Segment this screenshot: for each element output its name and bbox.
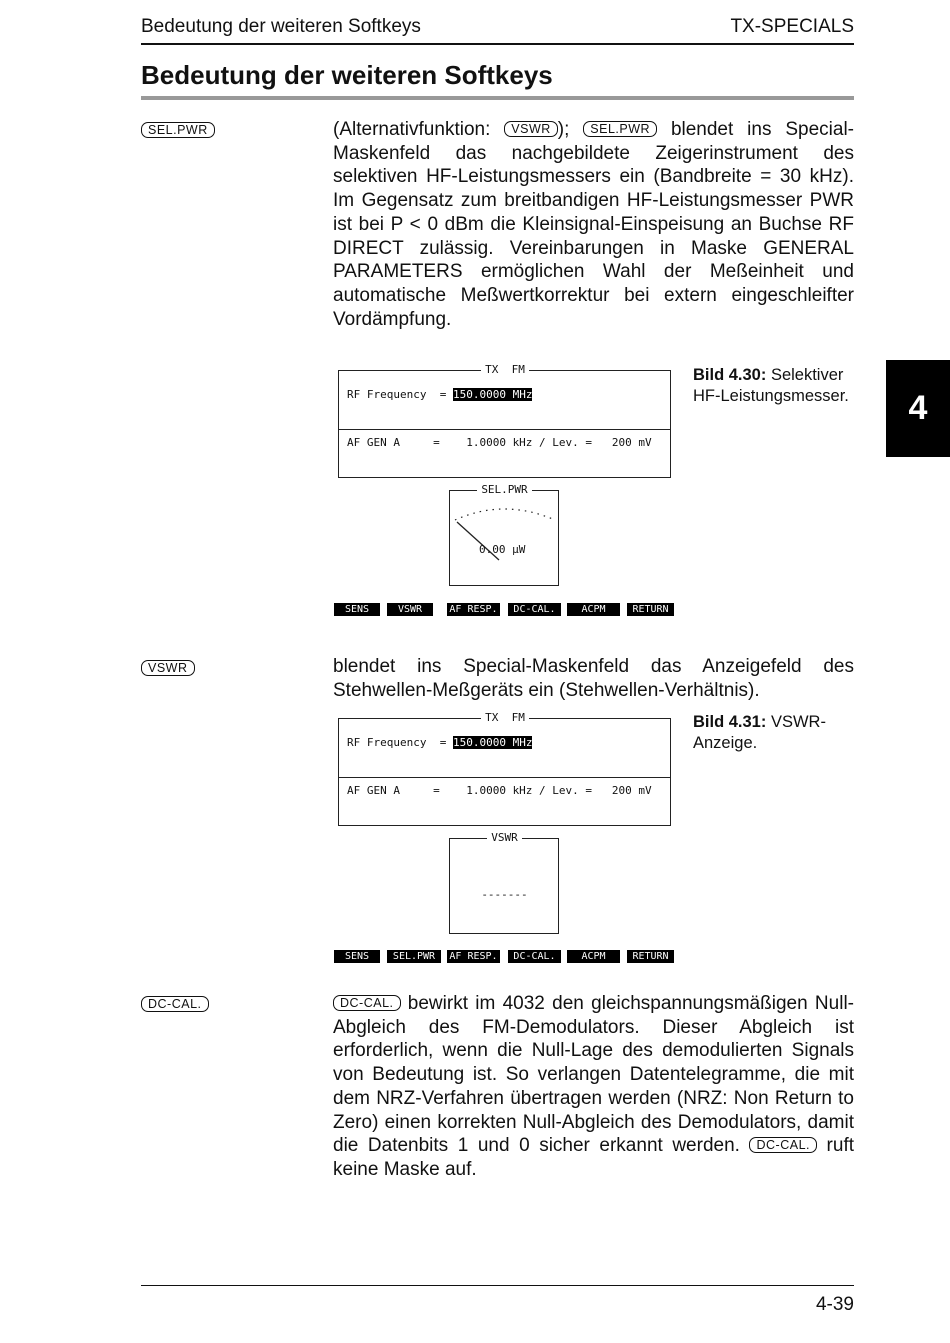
dccal-inline-key: DC-CAL.: [333, 995, 401, 1011]
header-rule: [141, 43, 854, 45]
softkey-sel-pwr: SEL.PWR: [387, 950, 441, 963]
softkey-return: RETURN: [627, 603, 674, 616]
vswr-reading: -------: [481, 888, 528, 901]
figure-4-31-screen: [338, 711, 672, 826]
softkey-dc-cal: DC-CAL.: [508, 603, 561, 616]
rf-frequency-value: 150.0000 MHz: [452, 736, 533, 749]
softkey-acpm: ACPM: [567, 950, 620, 963]
vswr-panel-title: VSWR: [487, 831, 522, 844]
rf-frequency-line: RF Frequency = 150.0000 MHz: [347, 388, 533, 401]
running-header-right: TX-SPECIALS: [730, 16, 854, 37]
rf-frequency-value: 150.0000 MHz: [452, 388, 533, 401]
softkey-dc-cal: DC-CAL.: [508, 950, 561, 963]
dccal-paragraph: DC-CAL. bewirkt im 4032 den gleichspannungsmäßigen Null-Abgleich des FM-Demodulators. Dieser Abgleich ist erforderlich, wenn die Null-Lage des demodulierten Signals von Bedeutung ist. So verlangen Datentelegramme, die mit dem NRZ-Verfahren übertragen werden (NRZ: Non Return to Zero) einen korrekten Null-Abgleich des Demodulators, damit die Datenbits 1 und 0 sicher erkannt werden. DC-CAL. ruft keine Maske auf.: [333, 993, 854, 1180]
meter-needle-icon: [449, 490, 560, 586]
softkey-acpm: ACPM: [567, 603, 620, 616]
meter-reading: 0.00 μW: [479, 543, 526, 556]
softkey-bar-2: [334, 950, 676, 964]
softkey-vswr: VSWR: [387, 603, 433, 616]
softkey-af-resp: AF RESP.: [447, 950, 500, 963]
af-gen-line: AF GEN A = 1.0000 kHz / Lev. = 200 mV: [347, 436, 652, 449]
selpwr-meter-panel: [449, 483, 560, 586]
page-number: 4-39: [815, 1294, 854, 1315]
softkey-af-resp: AF RESP.: [447, 603, 500, 616]
page-title: Bedeutung der weiteren Softkeys: [141, 60, 553, 90]
selpwr-inline-key: SEL.PWR: [583, 121, 657, 137]
footer-rule: [141, 1285, 854, 1286]
screen-title: TX FM: [481, 363, 529, 376]
figure-4-30-screen: [338, 363, 672, 478]
softkey-bar-1: [334, 603, 676, 617]
running-header-left: Bedeutung der weiteren Softkeys: [141, 16, 421, 37]
dccal-inline-key-2: DC-CAL.: [749, 1137, 817, 1153]
screen-title: TX FM: [481, 711, 529, 724]
selpwr-side-key: SEL.PWR: [141, 122, 215, 141]
screen-divider: [338, 777, 670, 778]
rf-frequency-line: RF Frequency = 150.0000 MHz: [347, 736, 533, 749]
screen-divider: [338, 429, 670, 430]
softkey-sens: SENS: [334, 603, 380, 616]
softkey-sens: SENS: [334, 950, 380, 963]
selpwr-paragraph: (Alternativfunktion: VSWR ); SEL.PWR blendet ins Special-Maskenfeld das nachgebildete Zeigerinstrument des selektiven HF-Leistungsmessers ein (Bandbreite = 30 kHz). Im Gegensatz zum breitbandigen HF-Leistungsmesser PWR ist bei P < 0 dBm die Kleinsignal-Einspeisung an Buchse RF DIRECT zulässig. Vereinbarungen in Maske GENERAL PARAMETERS ermöglichen Wahl der Meßeinheit und automatische Meßwertkorrektur bei extern eingeschleifter Vordämpfung.: [333, 119, 855, 330]
softkey-return: RETURN: [627, 950, 674, 963]
figure-4-30-caption: Bild 4.30: Selektiver HF-Leistungsmesser.: [693, 366, 849, 405]
figure-4-31-caption: Bild 4.31: VSWR-Anzeige.: [693, 713, 826, 752]
meter-title: SEL.PWR: [477, 483, 531, 496]
vswr-key: VSWR: [504, 121, 558, 137]
dccal-side-key: DC-CAL.: [141, 996, 209, 1015]
af-gen-line: AF GEN A = 1.0000 kHz / Lev. = 200 mV: [347, 784, 652, 797]
screen-frame: [338, 370, 671, 478]
chapter-tab: 4: [886, 360, 950, 457]
vswr-paragraph: blendet ins Special-Maskenfeld das Anzeigefeld des Stehwellen-Meßgeräts ein (Stehwellen-Verhältnis).: [333, 656, 854, 701]
title-rule: [141, 96, 854, 100]
vswr-panel: [449, 831, 560, 934]
vswr-side-key: VSWR: [141, 660, 195, 679]
